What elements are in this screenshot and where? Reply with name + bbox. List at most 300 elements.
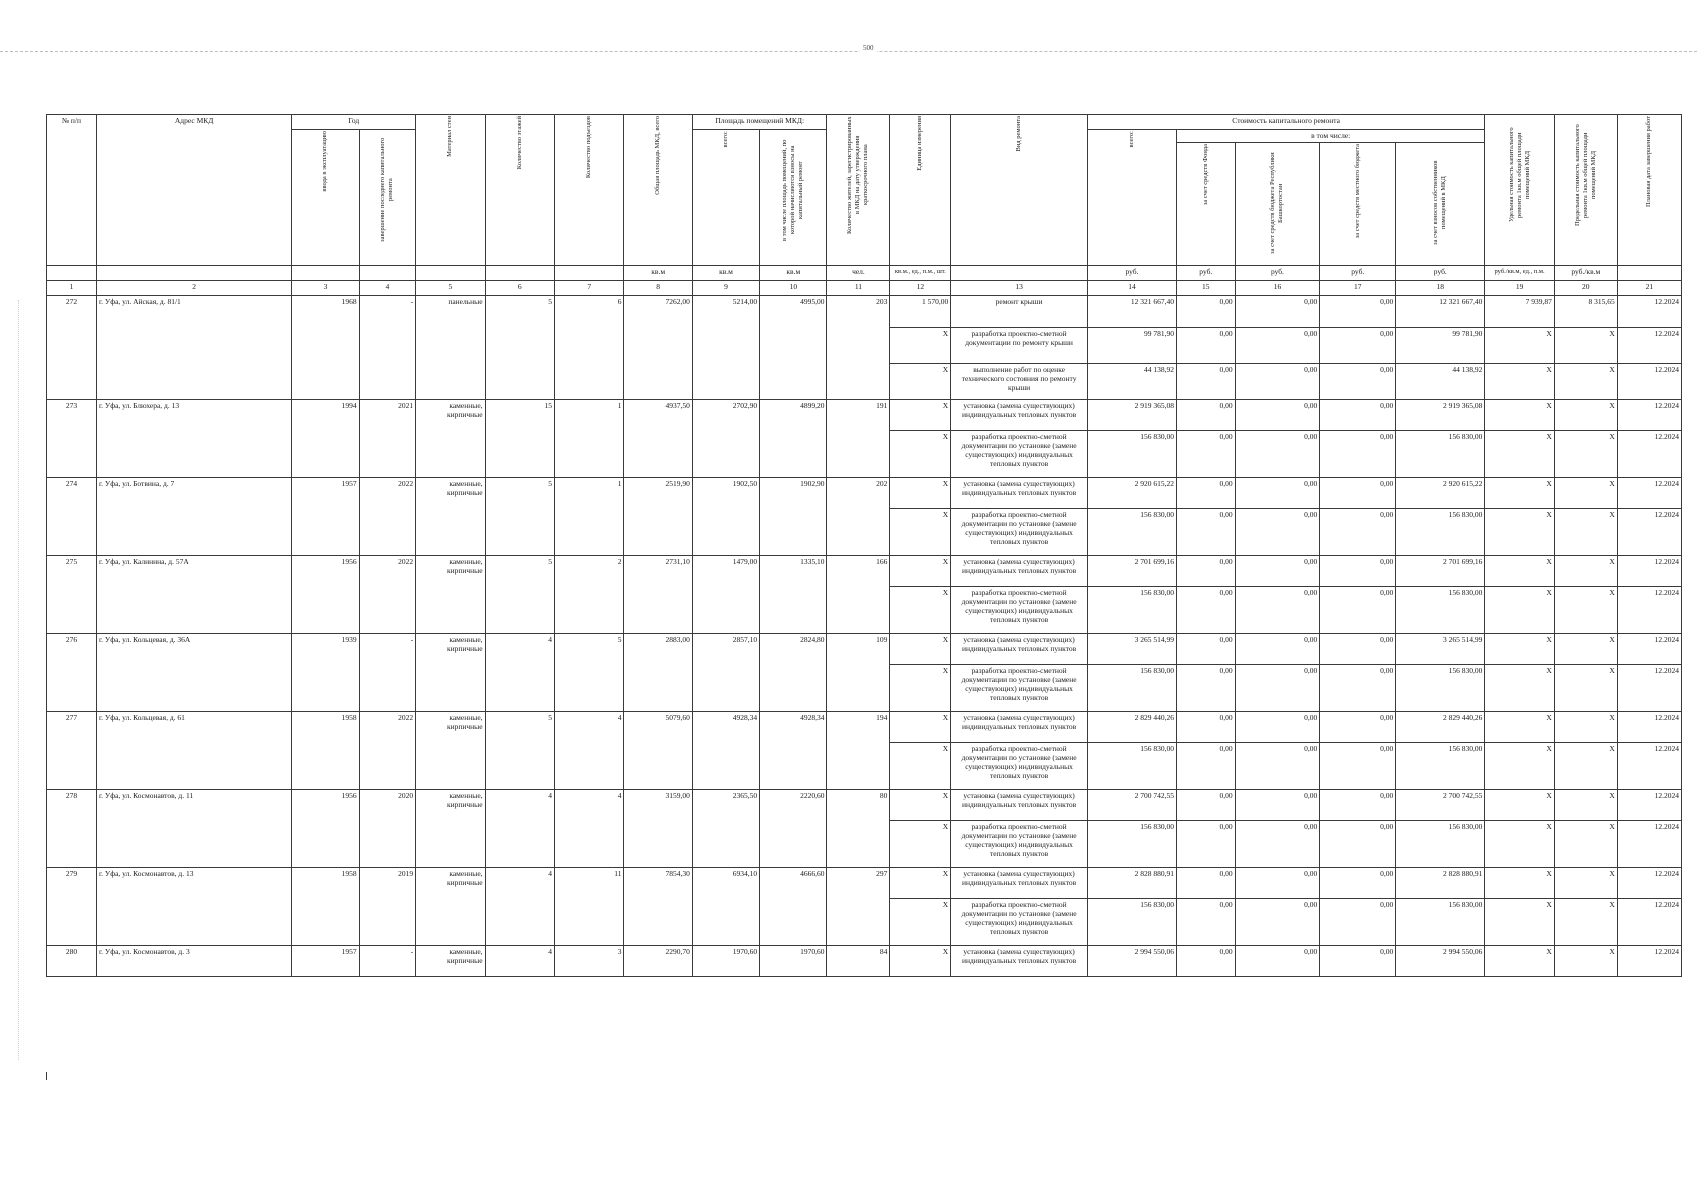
row-floors: 4 <box>485 868 554 946</box>
work-cost-total: 2 700 742,55 <box>1087 790 1176 821</box>
header-cost-republic: за счет средств бюджета Республики Башкортостан <box>1235 143 1320 266</box>
work-cost-republic: 0,00 <box>1235 712 1320 743</box>
work-unit: X <box>890 556 951 587</box>
unit-max-cost: руб./кв.м <box>1554 266 1617 281</box>
work-cost-republic: 0,00 <box>1235 743 1320 790</box>
header-unit-measure: Единица измерения <box>890 115 951 266</box>
row-area-residents: 4928,34 <box>760 712 827 790</box>
work-cost-local: 0,00 <box>1320 587 1396 634</box>
work-cost-fund: 0,00 <box>1177 821 1236 868</box>
work-cost-fund: 0,00 <box>1177 868 1236 899</box>
work-cost-republic: 0,00 <box>1235 587 1320 634</box>
work-cost-local: 0,00 <box>1320 509 1396 556</box>
work-cost-owners: 2 701 699,16 <box>1396 556 1485 587</box>
work-cost-local: 0,00 <box>1320 364 1396 400</box>
work-cost-local: 0,00 <box>1320 478 1396 509</box>
work-unit: X <box>890 509 951 556</box>
unit-area-all: кв.м <box>692 266 759 281</box>
work-max-cost: X <box>1554 743 1617 790</box>
work-deadline: 12.2024 <box>1617 899 1681 946</box>
work-cost-fund: 0,00 <box>1177 328 1236 364</box>
work-cost-local: 0,00 <box>1320 296 1396 328</box>
row-number: 276 <box>47 634 97 712</box>
work-cost-fund: 0,00 <box>1177 946 1236 977</box>
row-floors: 4 <box>485 634 554 712</box>
column-number: 2 <box>96 281 291 296</box>
row-total-area: 5079,60 <box>624 712 692 790</box>
work-cost-total: 156 830,00 <box>1087 587 1176 634</box>
work-repair-type: установка (замена существующих) индивидуальных тепловых пунктов <box>951 946 1088 977</box>
header-residents: Количество жителей, зарегистрированных в МКД на дату утверждения краткосрочного плана <box>827 115 890 266</box>
row-address: г. Уфа, ул. Космонавтов, д. 3 <box>96 946 291 977</box>
work-deadline: 12.2024 <box>1617 743 1681 790</box>
row-year-commission: 1957 <box>292 946 359 977</box>
work-cost-owners: 2 994 550,06 <box>1396 946 1485 977</box>
column-number: 18 <box>1396 281 1485 296</box>
unit-cost-republic: руб. <box>1235 266 1320 281</box>
table-continuation-line <box>46 1072 48 1080</box>
work-cost-local: 0,00 <box>1320 400 1396 431</box>
work-max-cost: X <box>1554 946 1617 977</box>
row-address: г. Уфа, ул. Кольцевая, д. 61 <box>96 712 291 790</box>
work-cost-fund: 0,00 <box>1177 509 1236 556</box>
work-repair-type: установка (замена существующих) индивидуальных тепловых пунктов <box>951 400 1088 431</box>
work-unit: X <box>890 587 951 634</box>
work-max-cost: X <box>1554 665 1617 712</box>
unit-unit-cost: руб./кв.м, ед., п.м. <box>1485 266 1554 281</box>
work-cost-owners: 156 830,00 <box>1396 821 1485 868</box>
unit-measure: кв.м., ед., п.м., шт. <box>890 266 951 281</box>
row-wall-material: каменные, кирпичные <box>416 556 485 634</box>
row-year-last-repair: 2022 <box>359 556 415 634</box>
work-cost-total: 156 830,00 <box>1087 431 1176 478</box>
work-cost-owners: 156 830,00 <box>1396 587 1485 634</box>
work-unit-cost: X <box>1485 821 1554 868</box>
unit-total-area: кв.м <box>624 266 692 281</box>
column-number: 8 <box>624 281 692 296</box>
row-address: г. Уфа, ул. Калинина, д. 57А <box>96 556 291 634</box>
row-residents: 109 <box>827 634 890 712</box>
scan-top-rule <box>0 51 1697 52</box>
work-cost-republic: 0,00 <box>1235 946 1320 977</box>
work-unit-cost: X <box>1485 478 1554 509</box>
row-floors: 5 <box>485 478 554 556</box>
work-cost-owners: 156 830,00 <box>1396 431 1485 478</box>
column-number: 12 <box>890 281 951 296</box>
work-unit: X <box>890 364 951 400</box>
row-entrances: 4 <box>555 712 624 790</box>
column-number: 7 <box>555 281 624 296</box>
work-cost-total: 99 781,90 <box>1087 328 1176 364</box>
header-no: № п/п <box>47 115 97 266</box>
work-deadline: 12.2024 <box>1617 634 1681 665</box>
table-row <box>47 400 1682 431</box>
work-deadline: 12.2024 <box>1617 821 1681 868</box>
work-cost-local: 0,00 <box>1320 899 1396 946</box>
work-cost-local: 0,00 <box>1320 946 1396 977</box>
work-cost-republic: 0,00 <box>1235 328 1320 364</box>
row-area-all: 1902,50 <box>692 478 759 556</box>
work-cost-local: 0,00 <box>1320 665 1396 712</box>
row-wall-material: каменные, кирпичные <box>416 868 485 946</box>
row-year-commission: 1956 <box>292 556 359 634</box>
row-year-last-repair: 2021 <box>359 400 415 478</box>
work-unit-cost: X <box>1485 790 1554 821</box>
header-area-all: всего: <box>692 130 759 266</box>
work-unit-cost: X <box>1485 431 1554 478</box>
work-cost-owners: 2 920 615,22 <box>1396 478 1485 509</box>
scan-margin-line <box>18 300 19 1060</box>
work-max-cost: X <box>1554 400 1617 431</box>
row-number: 274 <box>47 478 97 556</box>
row-wall-material: каменные, кирпичные <box>416 790 485 868</box>
work-deadline: 12.2024 <box>1617 868 1681 899</box>
row-residents: 203 <box>827 296 890 400</box>
row-address: г. Уфа, ул. Кольцевая, д. 36А <box>96 634 291 712</box>
header-cost-total: всего: <box>1087 130 1176 266</box>
header-wall-material: Материал стен <box>416 115 485 266</box>
work-cost-local: 0,00 <box>1320 328 1396 364</box>
row-number: 279 <box>47 868 97 946</box>
work-unit-cost: X <box>1485 899 1554 946</box>
row-residents: 194 <box>827 712 890 790</box>
work-repair-type: установка (замена существующих) индивидуальных тепловых пунктов <box>951 634 1088 665</box>
work-max-cost: X <box>1554 478 1617 509</box>
column-number: 20 <box>1554 281 1617 296</box>
work-deadline: 12.2024 <box>1617 587 1681 634</box>
page-number: 500 <box>860 44 877 52</box>
work-cost-total: 156 830,00 <box>1087 509 1176 556</box>
work-unit-cost: 7 939,87 <box>1485 296 1554 328</box>
header-cost-group: Стоимость капитального ремонта <box>1087 115 1484 130</box>
units-row <box>47 266 1682 281</box>
work-unit-cost: X <box>1485 587 1554 634</box>
row-year-last-repair: 2022 <box>359 712 415 790</box>
row-wall-material: каменные, кирпичные <box>416 478 485 556</box>
work-cost-total: 156 830,00 <box>1087 821 1176 868</box>
work-unit: X <box>890 899 951 946</box>
work-cost-local: 0,00 <box>1320 634 1396 665</box>
work-cost-total: 12 321 667,40 <box>1087 296 1176 328</box>
work-cost-fund: 0,00 <box>1177 899 1236 946</box>
row-year-commission: 1958 <box>292 868 359 946</box>
work-repair-type: установка (замена существующих) индивидуальных тепловых пунктов <box>951 478 1088 509</box>
row-address: г. Уфа, ул. Космонавтов, д. 13 <box>96 868 291 946</box>
work-cost-republic: 0,00 <box>1235 364 1320 400</box>
header-row-1 <box>47 115 1682 130</box>
work-cost-local: 0,00 <box>1320 743 1396 790</box>
work-repair-type: разработка проектно-сметной документации по установке (замене существующих) индивидуальных тепловых пунктов <box>951 899 1088 946</box>
work-unit: X <box>890 431 951 478</box>
work-max-cost: X <box>1554 328 1617 364</box>
column-number: 17 <box>1320 281 1396 296</box>
work-deadline: 12.2024 <box>1617 478 1681 509</box>
work-max-cost: X <box>1554 509 1617 556</box>
work-cost-total: 44 138,92 <box>1087 364 1176 400</box>
work-max-cost: X <box>1554 364 1617 400</box>
header-year-last-repair: завершение последнего капитального ремонта <box>359 130 415 266</box>
work-cost-local: 0,00 <box>1320 790 1396 821</box>
work-cost-total: 2 920 615,22 <box>1087 478 1176 509</box>
repair-plan-table <box>46 114 1682 977</box>
work-cost-owners: 156 830,00 <box>1396 899 1485 946</box>
row-address: г. Уфа, ул. Айская, д. 81/1 <box>96 296 291 400</box>
row-area-all: 2702,90 <box>692 400 759 478</box>
unit-cost-fund: руб. <box>1177 266 1236 281</box>
column-number: 1 <box>47 281 97 296</box>
row-number: 272 <box>47 296 97 400</box>
work-cost-republic: 0,00 <box>1235 509 1320 556</box>
unit-area-residents: кв.м <box>760 266 827 281</box>
work-unit-cost: X <box>1485 868 1554 899</box>
row-year-commission: 1956 <box>292 790 359 868</box>
column-number: 3 <box>292 281 359 296</box>
column-number: 9 <box>692 281 759 296</box>
work-unit-cost: X <box>1485 946 1554 977</box>
row-address: г. Уфа, ул. Ботвина, д. 7 <box>96 478 291 556</box>
row-total-area: 7854,30 <box>624 868 692 946</box>
work-cost-total: 156 830,00 <box>1087 899 1176 946</box>
row-address: г. Уфа, ул. Космонавтов, д. 11 <box>96 790 291 868</box>
work-cost-fund: 0,00 <box>1177 743 1236 790</box>
column-number: 11 <box>827 281 890 296</box>
row-year-commission: 1957 <box>292 478 359 556</box>
work-unit: X <box>890 400 951 431</box>
unit-cost-local: руб. <box>1320 266 1396 281</box>
row-residents: 202 <box>827 478 890 556</box>
table-row <box>47 296 1682 328</box>
header-cost-owners: за счет взносов собственников помещений в МКД <box>1396 143 1485 266</box>
row-number: 273 <box>47 400 97 478</box>
work-cost-republic: 0,00 <box>1235 899 1320 946</box>
work-max-cost: X <box>1554 634 1617 665</box>
work-cost-total: 156 830,00 <box>1087 665 1176 712</box>
header-repair-type: Вид ремонта <box>951 115 1088 266</box>
row-wall-material: панельные <box>416 296 485 400</box>
column-number: 10 <box>760 281 827 296</box>
row-residents: 80 <box>827 790 890 868</box>
header-including: в том числе: <box>1177 130 1485 143</box>
work-deadline: 12.2024 <box>1617 712 1681 743</box>
row-area-residents: 4899,20 <box>760 400 827 478</box>
work-repair-type: выполнение работ по оценке технического состояния по ремонту крыши <box>951 364 1088 400</box>
work-cost-owners: 2 700 742,55 <box>1396 790 1485 821</box>
work-max-cost: X <box>1554 587 1617 634</box>
row-entrances: 6 <box>555 296 624 400</box>
repair-plan-table-wrapper <box>46 114 1682 977</box>
work-cost-local: 0,00 <box>1320 556 1396 587</box>
row-total-area: 7262,00 <box>624 296 692 400</box>
work-repair-type: разработка проектно-сметной документации по установке (замене существующих) индивидуальных тепловых пунктов <box>951 665 1088 712</box>
work-cost-republic: 0,00 <box>1235 868 1320 899</box>
row-number: 275 <box>47 556 97 634</box>
row-total-area: 2519,90 <box>624 478 692 556</box>
work-cost-republic: 0,00 <box>1235 790 1320 821</box>
table-body <box>47 115 1682 977</box>
row-year-last-repair: - <box>359 296 415 400</box>
work-repair-type: разработка проектно-сметной документации по установке (замене существующих) индивидуальных тепловых пунктов <box>951 587 1088 634</box>
header-address: Адрес МКД <box>96 115 291 266</box>
row-total-area: 2731,10 <box>624 556 692 634</box>
row-year-last-repair: - <box>359 946 415 977</box>
row-year-last-repair: - <box>359 634 415 712</box>
work-repair-type: установка (замена существующих) индивидуальных тепловых пунктов <box>951 790 1088 821</box>
column-number: 14 <box>1087 281 1176 296</box>
work-max-cost: X <box>1554 821 1617 868</box>
table-row <box>47 712 1682 743</box>
row-residents: 297 <box>827 868 890 946</box>
column-number: 15 <box>1177 281 1236 296</box>
work-repair-type: разработка проектно-сметной документации по установке (замене существующих) индивидуальных тепловых пунктов <box>951 743 1088 790</box>
row-floors: 4 <box>485 946 554 977</box>
work-unit: X <box>890 478 951 509</box>
work-unit: X <box>890 634 951 665</box>
table-row <box>47 556 1682 587</box>
work-repair-type: установка (замена существующих) индивидуальных тепловых пунктов <box>951 556 1088 587</box>
work-unit-cost: X <box>1485 556 1554 587</box>
row-total-area: 4937,50 <box>624 400 692 478</box>
work-max-cost: X <box>1554 868 1617 899</box>
row-total-area: 3159,00 <box>624 790 692 868</box>
work-cost-republic: 0,00 <box>1235 296 1320 328</box>
work-cost-republic: 0,00 <box>1235 556 1320 587</box>
work-cost-owners: 99 781,90 <box>1396 328 1485 364</box>
column-number: 5 <box>416 281 485 296</box>
work-repair-type: разработка проектно-сметной документации по установке (замене существующих) индивидуальных тепловых пунктов <box>951 431 1088 478</box>
row-year-last-repair: 2020 <box>359 790 415 868</box>
work-deadline: 12.2024 <box>1617 509 1681 556</box>
work-deadline: 12.2024 <box>1617 296 1681 328</box>
column-number: 19 <box>1485 281 1554 296</box>
work-unit: X <box>890 665 951 712</box>
work-unit: X <box>890 743 951 790</box>
row-entrances: 1 <box>555 400 624 478</box>
table-row <box>47 478 1682 509</box>
header-cost-local: за счет средств местного бюджета <box>1320 143 1396 266</box>
work-cost-owners: 156 830,00 <box>1396 509 1485 556</box>
work-cost-total: 2 994 550,06 <box>1087 946 1176 977</box>
work-cost-owners: 2 919 365,08 <box>1396 400 1485 431</box>
table-row <box>47 790 1682 821</box>
work-cost-republic: 0,00 <box>1235 665 1320 712</box>
row-area-all: 1479,00 <box>692 556 759 634</box>
work-cost-fund: 0,00 <box>1177 296 1236 328</box>
work-cost-fund: 0,00 <box>1177 431 1236 478</box>
work-cost-owners: 3 265 514,99 <box>1396 634 1485 665</box>
work-cost-total: 2 829 440,26 <box>1087 712 1176 743</box>
work-cost-fund: 0,00 <box>1177 364 1236 400</box>
work-repair-type: разработка проектно-сметной документации по установке (замене существующих) индивидуальных тепловых пунктов <box>951 509 1088 556</box>
row-area-residents: 1902,90 <box>760 478 827 556</box>
work-repair-type: установка (замена существующих) индивидуальных тепловых пунктов <box>951 868 1088 899</box>
work-cost-total: 2 919 365,08 <box>1087 400 1176 431</box>
row-area-residents: 1335,10 <box>760 556 827 634</box>
work-repair-type: ремонт крыши <box>951 296 1088 328</box>
work-unit-cost: X <box>1485 328 1554 364</box>
row-entrances: 11 <box>555 868 624 946</box>
column-number: 16 <box>1235 281 1320 296</box>
work-cost-owners: 12 321 667,40 <box>1396 296 1485 328</box>
row-entrances: 3 <box>555 946 624 977</box>
work-cost-owners: 2 828 880,91 <box>1396 868 1485 899</box>
row-area-all: 2857,10 <box>692 634 759 712</box>
header-premises-area-group: Площадь помещений МКД: <box>692 115 827 130</box>
row-residents: 84 <box>827 946 890 977</box>
column-number: 21 <box>1617 281 1681 296</box>
row-year-commission: 1968 <box>292 296 359 400</box>
work-unit-cost: X <box>1485 712 1554 743</box>
work-unit: X <box>890 790 951 821</box>
row-year-commission: 1958 <box>292 712 359 790</box>
work-cost-fund: 0,00 <box>1177 587 1236 634</box>
row-area-residents: 4995,00 <box>760 296 827 400</box>
work-repair-type: установка (замена существующих) индивидуальных тепловых пунктов <box>951 712 1088 743</box>
work-deadline: 12.2024 <box>1617 400 1681 431</box>
header-entrances: Количество подъездов <box>555 115 624 266</box>
column-number: 6 <box>485 281 554 296</box>
row-wall-material: каменные, кирпичные <box>416 946 485 977</box>
work-repair-type: разработка проектно-сметной документации по установке (замене существующих) индивидуальных тепловых пунктов <box>951 821 1088 868</box>
work-max-cost: X <box>1554 431 1617 478</box>
work-cost-republic: 0,00 <box>1235 634 1320 665</box>
row-number: 280 <box>47 946 97 977</box>
work-cost-total: 3 265 514,99 <box>1087 634 1176 665</box>
work-cost-republic: 0,00 <box>1235 431 1320 478</box>
work-cost-fund: 0,00 <box>1177 400 1236 431</box>
work-repair-type: разработка проектно-сметной документации по ремонту крыши <box>951 328 1088 364</box>
work-cost-owners: 2 829 440,26 <box>1396 712 1485 743</box>
work-cost-local: 0,00 <box>1320 712 1396 743</box>
work-unit-cost: X <box>1485 364 1554 400</box>
work-unit-cost: X <box>1485 400 1554 431</box>
work-unit-cost: X <box>1485 743 1554 790</box>
unit-residents: чел. <box>827 266 890 281</box>
work-cost-republic: 0,00 <box>1235 478 1320 509</box>
row-entrances: 4 <box>555 790 624 868</box>
column-number-row <box>47 281 1682 296</box>
column-number: 4 <box>359 281 415 296</box>
work-unit: X <box>890 946 951 977</box>
row-area-all: 4928,34 <box>692 712 759 790</box>
row-entrances: 2 <box>555 556 624 634</box>
unit-cost-owners: руб. <box>1396 266 1485 281</box>
row-total-area: 2290,70 <box>624 946 692 977</box>
row-floors: 5 <box>485 296 554 400</box>
row-year-last-repair: 2022 <box>359 478 415 556</box>
work-cost-fund: 0,00 <box>1177 790 1236 821</box>
row-area-all: 2365,50 <box>692 790 759 868</box>
work-cost-republic: 0,00 <box>1235 400 1320 431</box>
row-year-commission: 1939 <box>292 634 359 712</box>
row-total-area: 2883,00 <box>624 634 692 712</box>
work-cost-fund: 0,00 <box>1177 634 1236 665</box>
header-area-residents: в том числе площадь помещений, по которой начисляются взносы на капитальный ремонт <box>760 130 827 266</box>
header-deadline: Плановая дата завершения работ <box>1617 115 1681 266</box>
work-cost-republic: 0,00 <box>1235 821 1320 868</box>
row-floors: 5 <box>485 556 554 634</box>
work-max-cost: X <box>1554 899 1617 946</box>
work-deadline: 12.2024 <box>1617 431 1681 478</box>
row-area-all: 6934,10 <box>692 868 759 946</box>
row-address: г. Уфа, ул. Блюхера, д. 13 <box>96 400 291 478</box>
work-unit: X <box>890 821 951 868</box>
row-entrances: 5 <box>555 634 624 712</box>
work-unit-cost: X <box>1485 634 1554 665</box>
row-year-last-repair: 2019 <box>359 868 415 946</box>
unit-cost-total: руб. <box>1087 266 1176 281</box>
table-row <box>47 634 1682 665</box>
row-wall-material: каменные, кирпичные <box>416 400 485 478</box>
